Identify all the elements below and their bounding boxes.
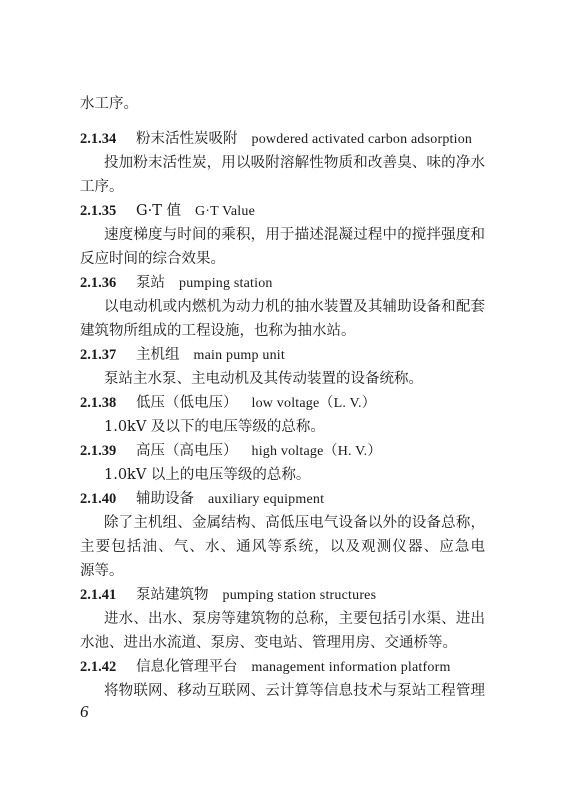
text-line: 反应时间的综合效果。 (80, 251, 225, 267)
term-heading-2-1-35 (80, 199, 485, 223)
term-english: high voltage（H. V.） (251, 444, 382, 459)
text-line: 源等。 (80, 563, 124, 579)
term-number: 2.1.39 (80, 443, 117, 459)
term-chinese: 信息化管理平台 (136, 659, 238, 675)
text-line: 将物联网、移动互联网、云计算等信息技术与泵站工程管理 (104, 683, 485, 699)
text-line: 除了主机组、金属结构、高低压电气设备以外的设备总称， (104, 515, 485, 531)
term-heading-2-1-37 (80, 343, 485, 367)
text-line: 水工序。 (80, 96, 138, 112)
term-heading-2-1-34 (80, 127, 485, 151)
text-line: 1.0kV 以上的电压等级的总称。 (104, 467, 311, 483)
text-line: 速度梯度与时间的乘积，用于描述混凝过程中的搅拌强度和 (104, 227, 485, 243)
text-line: 以电动机或内燃机为动力机的抽水装置及其辅助设备和配套 (104, 299, 485, 315)
term-number: 2.1.38 (80, 395, 117, 411)
text-line: 1.0kV 及以下的电压等级的总称。 (104, 419, 325, 435)
term-english: pumping station structures (222, 588, 377, 603)
term-english: auxiliary equipment (208, 492, 325, 507)
term-chinese: 泵站 (136, 275, 165, 291)
term-chinese: 粉末活性炭吸附 (136, 131, 238, 147)
term-english: main pump unit (193, 348, 285, 363)
term-chinese: 泵站建筑物 (136, 587, 209, 603)
term-number: 2.1.42 (80, 659, 117, 675)
term-chinese: 主机组 (136, 347, 180, 363)
term-chinese: G·T 值 (136, 203, 181, 219)
term-chinese: 辅助设备 (136, 491, 194, 507)
text-line: 主要包括油、气、水、通风等系统，以及观测仪器、应急电 (80, 539, 485, 555)
term-heading-2-1-42 (80, 655, 485, 679)
term-number: 2.1.34 (80, 131, 117, 147)
text-line: 建筑物所组成的工程设施，也称为抽水站。 (80, 323, 356, 339)
term-number: 2.1.40 (80, 491, 117, 507)
term-number: 2.1.41 (80, 587, 117, 603)
term-number: 2.1.37 (80, 347, 117, 363)
term-english: management information platform (251, 660, 451, 675)
term-english: low voltage（L. V.） (251, 396, 376, 411)
text-line: 投加粉末活性炭，用以吸附溶解性物质和改善臭、味的净水 (104, 155, 485, 171)
term-english: powdered activated carbon adsorption (251, 132, 473, 147)
term-english: G·T Value (194, 204, 255, 219)
text-line: 水池、进出水流道、泵房、变电站、管理用房、交通桥等。 (80, 635, 457, 651)
term-number: 2.1.35 (80, 203, 117, 219)
term-chinese: 高压（高电压） (136, 443, 238, 459)
term-heading-2-1-38 (80, 391, 485, 415)
term-heading-2-1-40 (80, 487, 485, 511)
term-chinese: 低压（低电压） (136, 395, 238, 411)
text-line: 泵站主水泵、主电动机及其传动装置的设备统称。 (104, 371, 423, 387)
page-number: 6 (80, 702, 89, 721)
text-line: 工序。 (80, 179, 124, 195)
term-heading-2-1-39 (80, 439, 485, 463)
term-heading-2-1-36 (80, 271, 485, 295)
term-number: 2.1.36 (80, 275, 117, 291)
term-heading-2-1-41 (80, 583, 485, 607)
text-line: 进水、出水、泵房等建筑物的总称，主要包括引水渠、进出 (104, 611, 485, 627)
term-english: pumping station (179, 276, 273, 291)
